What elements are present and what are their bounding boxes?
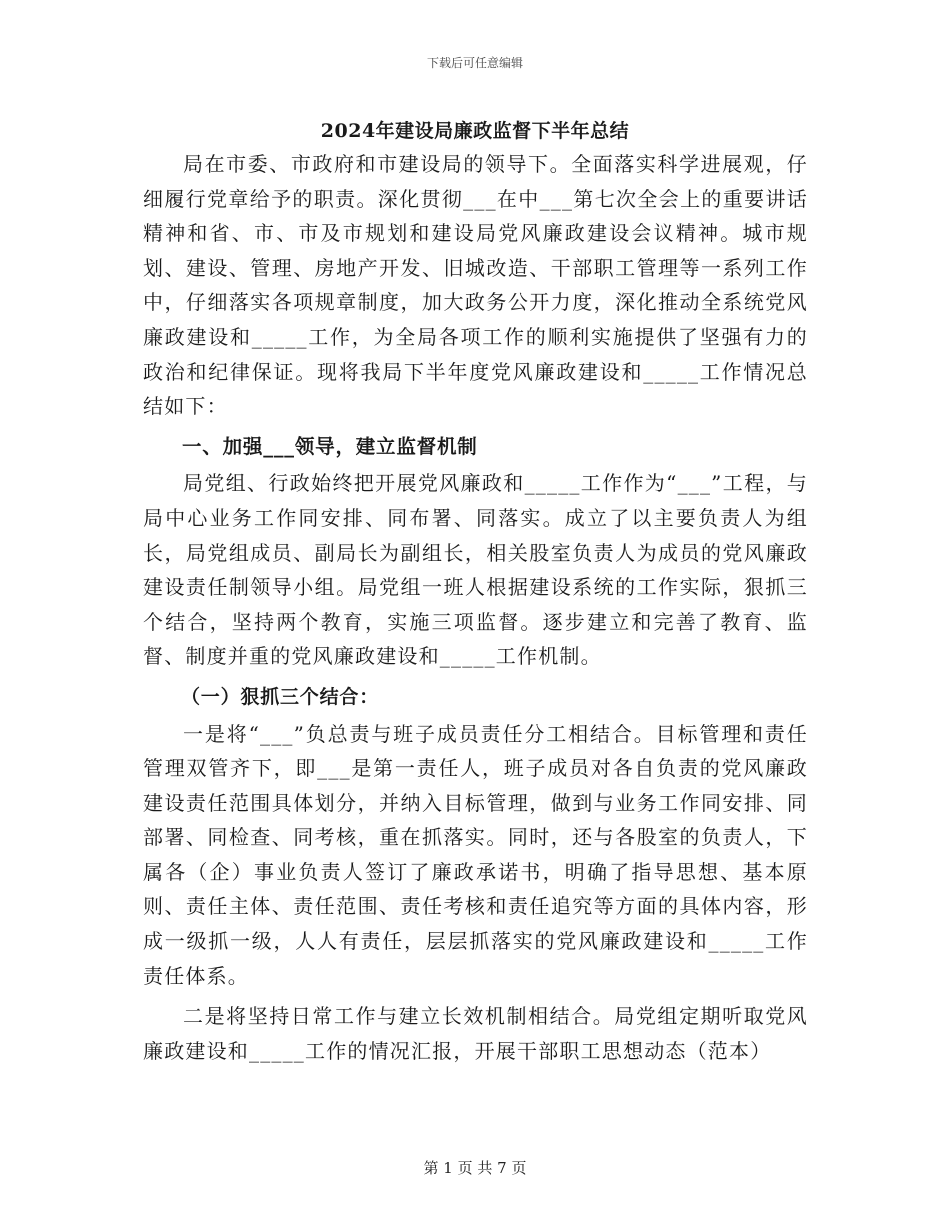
section-paragraph: 局党组、行政始终把开展党风廉政和_____工作作为“___”工程，与局中心业务工作同安排、同布署、同落实。成立了以主要负责人为组长，局党组成员、副局长为副组长，相关股室负责人为成员的党风廉政建设责任制领导小组。局党组一班人根据建设系统的工作实际，狠抓三个结合，坚持两个教育，实施三项监督。逐步建立和完善了教育、监督、制度并重的党风廉政建设和_____工作机制。 [143,471,808,669]
item-paragraph: 一是将“___”负总责与班子成员责任分工相结合。目标管理和责任管理双管齐下，即___是第一责任人，班子成员对各自负责的党风廉政建设责任范围具体划分，并纳入目标管理，做到与业务工作同安排、同部署、同检查、同考核，重在抓落实。同时，还与各股室的负责人，下属各（企）事业负责人签订了廉政承诺书，明确了指导思想、基本原则、责任主体、责任范围、责任考核和责任追究等方面的具体内容，形成一级抓一级，人人有责任，层层抓落实的党风廉政建设和_____工作责任体系。 [143,721,808,988]
page-title: 2024年建设局廉政监督下半年总结 [320,120,630,142]
subsection-heading: （一）狠抓三个结合： [181,685,380,708]
intro-paragraph: 局在市委、市政府和市建设局的领导下。全面落实科学进展观，仔细履行党章给予的职责。深化贯彻___在中___第七次全会上的重要讲话精神和省、市、市及市规划和建设局党风廉政建设会议精神。城市规划、建设、管理、房地产开发、旧城改造、干部职工管理等一系列工作中，仔细落实各项规章制度，加大政务公开力度，深化推动全系统党风廉政建设和_____工作，为全局各项工作的顺利实施提供了坚强有力的政治和纪律保证。现将我局下半年度党风廉政建设和_____工作情况总结如下： [143,152,808,419]
header-note: 下载后可任意编辑 [426,56,523,70]
page-footer: 第 1 页 共 7 页 [423,1159,527,1177]
section-heading: 一、加强___领导，建立监督机制 [182,434,478,458]
item-paragraph: 二是将坚持日常工作与建立长效机制相结合。局党组定期听取党风廉政建设和_____工作的情况汇报，开展干部职工思想动态（范本） [143,1004,808,1063]
document-body [143,147,808,1068]
